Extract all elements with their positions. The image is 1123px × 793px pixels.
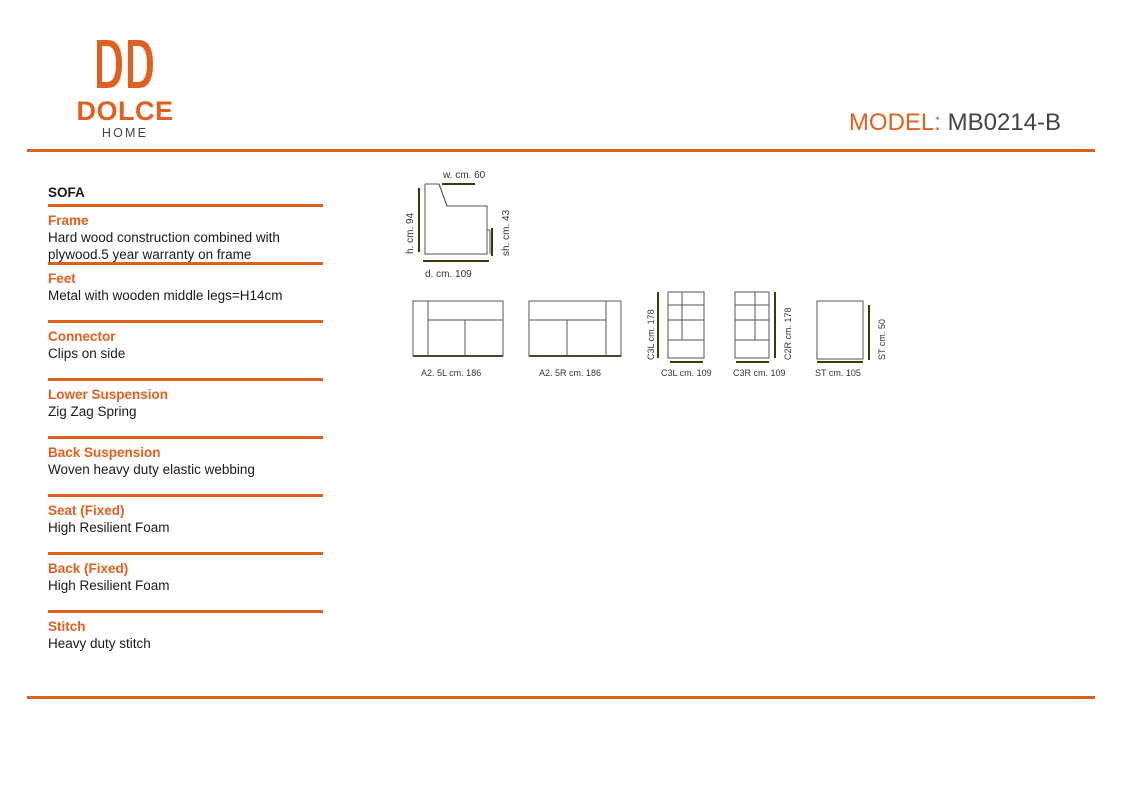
side-profile-drawing [425,184,490,254]
module-c3r-caption: C3R cm. 109 [733,368,786,378]
spec-heading: SOFA [48,185,85,200]
spec-value: Zig Zag Spring [48,404,137,419]
spec-frame [48,204,323,262]
spec-label: Stitch [48,619,86,634]
module-drawings [413,292,863,359]
module-c3r-side-label: C2R cm. 178 [783,307,793,360]
sofa-drawings [395,162,885,387]
height-label: h. cm. 94 [405,212,416,254]
model-value: MB0214-B [947,109,1061,136]
spec-label: Lower Suspension [48,387,169,402]
spec-stitch [48,610,323,668]
width-label: w. cm. 60 [443,170,486,181]
brand-sub: HOME [101,126,149,140]
seat-height-label: sh. cm. 43 [501,209,512,256]
spec-feet [48,262,323,320]
spec-label: Back Suspension [48,445,161,460]
spec-seat [48,494,323,552]
spec-value: Metal with wooden middle legs=H14cm [48,288,283,303]
spec-back [48,552,323,610]
spec-value: High Resilient Foam [48,520,170,535]
spec-list [48,183,323,668]
spec-value: Heavy duty stitch [48,636,151,651]
spec-label: Frame [48,213,89,228]
brand-name: DOLCE [76,96,174,126]
dd-monogram-icon [60,38,190,96]
brand-logo [60,38,190,142]
spec-label: Seat (Fixed) [48,503,125,518]
spec-value: High Resilient Foam [48,578,170,593]
depth-label: d. cm. 109 [425,269,472,280]
spec-value: Woven heavy duty elastic webbing [48,462,255,477]
spec-label: Back (Fixed) [48,561,129,576]
module-a25r-caption: A2. 5R cm. 186 [539,368,602,378]
module-c3l-side-label: C3L cm. 178 [646,309,656,360]
model-heading [849,109,1061,137]
module-a25l-caption: A2. 5L cm. 186 [421,368,482,378]
spec-back-suspension [48,436,323,494]
dimension-labels [405,170,512,280]
module-st-side-label: ST cm. 50 [877,319,887,360]
model-label: MODEL: [848,109,941,136]
dimension-diagrams [395,162,885,392]
top-divider [27,149,1095,152]
spec-label: Connector [48,329,116,344]
spec-value: Hard wood construction combined with plywood.5 year warranty on frame [48,230,280,262]
dimension-lines [413,184,869,362]
module-st-caption: ST cm. 105 [815,368,861,378]
spec-lower-suspension [48,378,323,436]
spec-connector [48,320,323,378]
spec-value: Clips on side [48,346,126,361]
spec-label: Feet [48,271,76,286]
module-c3l-caption: C3L cm. 109 [661,368,712,378]
bottom-divider [27,696,1095,699]
